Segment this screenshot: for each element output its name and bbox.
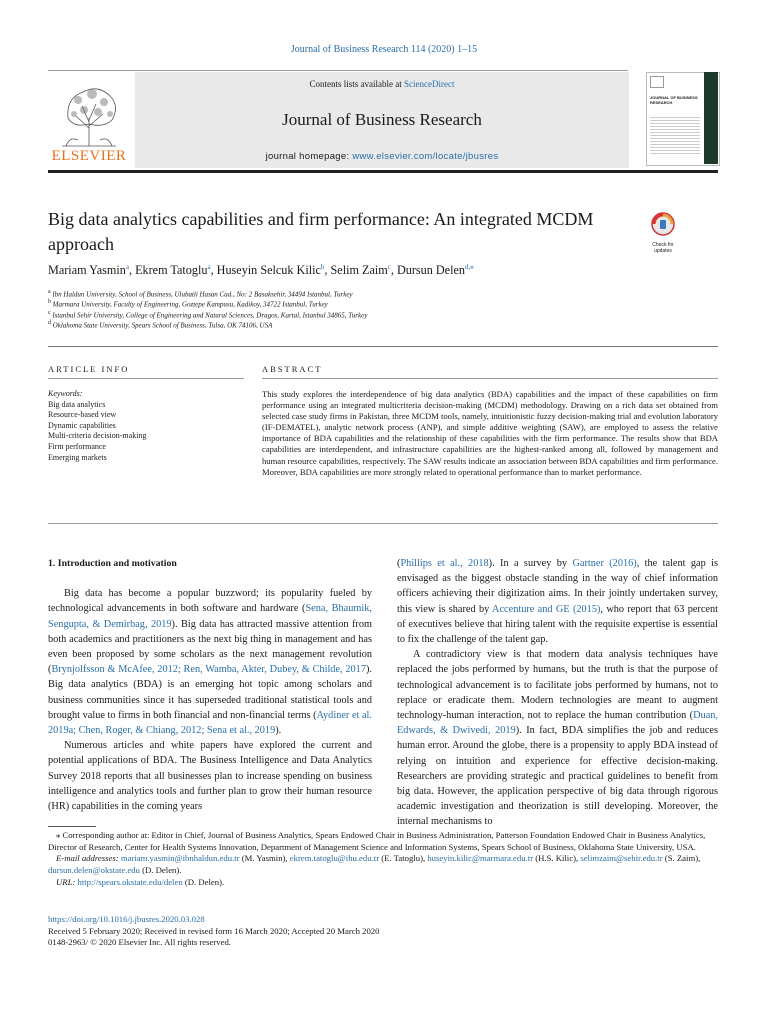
check-for-updates-button[interactable] xyxy=(644,211,682,253)
keywords-block xyxy=(48,389,244,463)
email-owner: (H.S. Kilic), xyxy=(533,853,581,864)
contents-prefix: Contents lists available at xyxy=(309,79,404,89)
email-label: E-mail addresses: xyxy=(56,853,121,864)
paragraph-text: Big data has become a popular buzzword; its popularity fueled by technological advancements in both software and hardware ( xyxy=(48,588,372,615)
url-line xyxy=(48,877,718,889)
journal-reference[interactable]: Journal of Business Research 114 (2020) 1–15 xyxy=(290,44,478,55)
masthead-top-rule xyxy=(48,70,628,71)
paragraph-text: ( xyxy=(397,558,401,569)
affiliation-text: Istanbul Sehir University, College of Engineering and Natural Sciences, Dragos, Kartal, Istanbul 34865, Turkey xyxy=(52,311,368,320)
body-paragraph xyxy=(48,738,372,814)
abstract-heading: ABSTRACT xyxy=(262,364,323,374)
abstract-text: This study explores the interdependence of big data analytics (BDA) capabilities and the impact of these capabilities on firm performance using an integrated multicriteria decision-making (MCDM) methodology. Drawing on a rich data set obtained from selected case study firms in Pakistan, three MCDM tools, namely, intuitionistic fuzzy decision-making trial and evolution laboratory (IF-DEMATEL), analytic network process (ANP), and simple additive weighting (SAW), are employed to assess the relative importance of BDA capabilities and the relationship of these capabilities with the firm performance. The results show that BDA capabilities are interdependent, and infrastructure capabilities are the highest-ranked among all, followed by management and human resource capabilities, respectively. The SAW results indicate an association between BDA capabilities and firm performance. Moreover, BDA capabilities are more strongly related to operational performance than to market performance. xyxy=(262,389,718,477)
elsevier-wordmark: ELSEVIER xyxy=(51,148,127,164)
section-divider xyxy=(48,523,718,524)
paragraph-text: Numerous articles and white papers have explored the current and potential applications of BDA. The Business Intelligence and Data Analytics Survey 2018 reports that all businesses plan to increase spending on business intelligence and analytics tools and further plan to grow their human resource (HR) capabilities in the coming years xyxy=(48,740,372,813)
author-name: Mariam Yasmin xyxy=(48,263,126,278)
email-addresses xyxy=(48,853,718,876)
affiliation-marker: d xyxy=(48,320,51,326)
author-affiliation-link[interactable]: c xyxy=(387,263,391,271)
email-owner: (S. Zaim), xyxy=(662,853,701,864)
email-link[interactable]: huseyin.kilic@marmara.edu.tr xyxy=(427,853,534,864)
article-info-rule xyxy=(48,378,244,379)
paragraph-text: ). xyxy=(275,725,282,737)
homepage-link[interactable]: www.elsevier.com/locate/jbusres xyxy=(352,151,499,162)
section-heading: 1. Introduction and motivation xyxy=(48,558,177,569)
footnotes xyxy=(48,830,718,889)
citation-link[interactable]: Accenture and GE (2015) xyxy=(492,603,601,615)
body-column-right xyxy=(397,556,718,830)
email-link[interactable]: ekrem.tatoglu@ihu.edu.tr xyxy=(289,853,380,864)
homepage-prefix: journal homepage: xyxy=(265,151,353,162)
keyword-item: Emerging markets xyxy=(48,452,107,462)
cover-title: JOURNAL OF BUSINESS RESEARCH xyxy=(650,95,698,105)
email-link[interactable]: selimzaim@sehir.edu.tr xyxy=(580,853,663,864)
url-owner: (D. Delen). xyxy=(182,876,225,887)
affiliation-b xyxy=(48,299,728,308)
citation-link[interactable]: Duan, Edwards, & Dwivedi, 2019 xyxy=(397,710,718,737)
cover-contents-lines xyxy=(650,115,700,155)
body-column-left xyxy=(48,556,372,814)
publication-info xyxy=(48,914,718,949)
journal-title: Journal of Business Research xyxy=(282,110,482,129)
affiliation-text: Ibn Haldun University, School of Business, Ulubatli Hasan Cad., No: 2 Basaksehir, 34494 Istanbul, Turkey xyxy=(52,290,353,299)
article-info-heading: ARTICLE INFO xyxy=(48,364,130,374)
email-owner: (M. Yasmin), xyxy=(239,853,290,864)
paragraph-text: A contradictory view is that modern data analysis techniques have replaced the jobs performed by humans, but the truth is that the purpose of technological advancement is to facilitate jobs performed by humans, not to replace or eradicate them. Modern technologies are meant to augment technology-human interaction, not to replace the human contribution ( xyxy=(397,649,718,722)
author-affiliation-link[interactable]: a xyxy=(207,263,211,271)
affiliation-text: Marmara University, Faculty of Engineering, Goztepe Kampusu, Kadikoy, 34722 Istanbul, Turkey xyxy=(52,300,328,309)
body-paragraph xyxy=(48,586,372,738)
paper-title: Big data analytics capabilities and firm performance: An integrated MCDM approach xyxy=(48,209,594,254)
author-name: Ekrem Tatoglu xyxy=(135,263,208,278)
doi-link[interactable]: https://doi.org/10.1016/j.jbusres.2020.03.028 xyxy=(48,914,205,924)
affiliation-d xyxy=(48,320,728,329)
author-separator: , xyxy=(324,263,331,278)
author-separator: , xyxy=(210,263,217,278)
author-name: Huseyin Selcuk Kilic xyxy=(216,263,321,278)
author-list xyxy=(48,263,728,278)
affiliation-text: Oklahoma State University, Spears School of Business, Tulsa, OK 74106, USA xyxy=(52,321,273,330)
email-owner: (D. Delen). xyxy=(139,865,182,876)
citation-link[interactable]: Phillips et al., 2018 xyxy=(400,558,489,569)
author-url-link[interactable]: http://spears.okstate.edu/delen xyxy=(77,876,183,887)
affiliation-marker: a xyxy=(48,289,51,295)
email-link[interactable]: mariam.yasmin@ibnhaldun.edu.tr xyxy=(120,853,240,864)
copyright-line: 0148-2963/ © 2020 Elsevier Inc. All rights reserved. xyxy=(48,937,231,948)
keyword-item: Firm performance xyxy=(48,441,106,451)
corresponding-author-note: ⁎ Corresponding author at: Editor in Chief, Journal of Business Analytics, Spears Endowed Chair in Business Administration, Patterson Foundation Endowed Chair in Business Analytics, Director of Research, Center for Health Systems Innovation, Department of Management Science and Information Systems, Spears School of Business, Oklahoma State University, USA. xyxy=(48,830,706,852)
keyword-item: Dynamic capabilities xyxy=(48,420,116,430)
affiliation-marker: b xyxy=(48,299,51,305)
paragraph-text: ). Big data analytics (BDA) is an emerging hot topic among scholars and business communities since it has superseded traditional statistical tools and brought value to firms in both financial and non-financial terms ( xyxy=(48,664,372,721)
paragraph-text: ). Big data has attracted massive attention from both academics and practitioners as the next big thing in management and has even been proposed by some scholars as the next management revolution ( xyxy=(48,618,372,676)
keyword-item: Resource-based view xyxy=(48,410,117,420)
crossmark-label: Check for updates xyxy=(652,242,674,254)
received-dates: Received 5 February 2020; Received in revised form 16 March 2020; Accepted 20 March 2020 xyxy=(48,925,380,936)
keywords-label: Keywords: xyxy=(48,389,83,398)
author-affiliation-link[interactable]: a xyxy=(125,263,129,271)
email-owner: (E. Tatoglu), xyxy=(379,853,428,864)
keyword-item: Big data analytics xyxy=(48,399,106,409)
citation-link[interactable]: Aydiner et al. 2019a; Chen, Roger, & Chiang, 2012; Sena et al., 2019 xyxy=(48,709,372,737)
email-link[interactable]: dursun.delen@okstate.edu xyxy=(48,865,140,876)
author-name: Dursun Delen xyxy=(396,263,465,278)
body-paragraph xyxy=(397,647,718,829)
affiliation-marker: c xyxy=(48,310,51,316)
citation-link[interactable]: Gartner (2016) xyxy=(572,558,637,569)
cover-emblem-icon xyxy=(650,76,664,88)
cover-spine-strip xyxy=(704,72,718,164)
author-name: Selim Zaim xyxy=(330,263,388,278)
author-affiliation-link[interactable]: d,⁎ xyxy=(464,263,474,271)
url-label: URL: xyxy=(56,876,78,887)
footnote-rule xyxy=(48,826,96,827)
section-divider xyxy=(48,346,718,347)
author-separator: , xyxy=(390,263,397,278)
author-separator: , xyxy=(128,263,136,278)
author-affiliation-link[interactable]: b xyxy=(320,263,325,271)
paragraph-text: , the talent gap is envisaged as the biggest obstacle standing in the way of chief information officers achieving their digitization aims. In their jointly undertaken survey, this view is shared by xyxy=(397,558,718,615)
affiliation-c xyxy=(48,310,728,319)
masthead-bottom-rule xyxy=(48,170,718,173)
paragraph-text: ). In fact, BDA simplifies the job and reduces human error. Around the globe, there is a propensity to apply BDA instead of relying on intuition and experience for effective decision-making. Researchers are providing strategic and practical guidelines to benefit from big data. However, the application perspective of big data through rigorous academic investigation and theorization is still developing. Moreover, the internal mechanisms to xyxy=(397,725,719,828)
paragraph-text: , who report that 63 percent of executives believe that hiring talent with the requisite expertise is essential to fix the challenge of the talent gap. xyxy=(397,603,719,646)
body-paragraph xyxy=(397,556,718,647)
keyword-item: Multi-criteria decision-making xyxy=(48,431,147,441)
homepage-line xyxy=(135,151,629,162)
contents-line xyxy=(135,79,629,89)
citation-link[interactable]: Brynjolfsson & McAfee, 2012; Ren, Wamba, Akter, Dubey, & Childe, 2017 xyxy=(51,664,366,676)
affiliation-a xyxy=(48,289,728,298)
abstract-rule xyxy=(262,378,718,379)
paragraph-text: ). In a survey by xyxy=(488,558,573,569)
crossmark-icon xyxy=(644,211,682,237)
citation-link[interactable]: Sena, Bhaumik, Sengupta, & Demirbag, 2019 xyxy=(48,603,372,630)
sciencedirect-link[interactable]: ScienceDirect xyxy=(404,79,455,89)
